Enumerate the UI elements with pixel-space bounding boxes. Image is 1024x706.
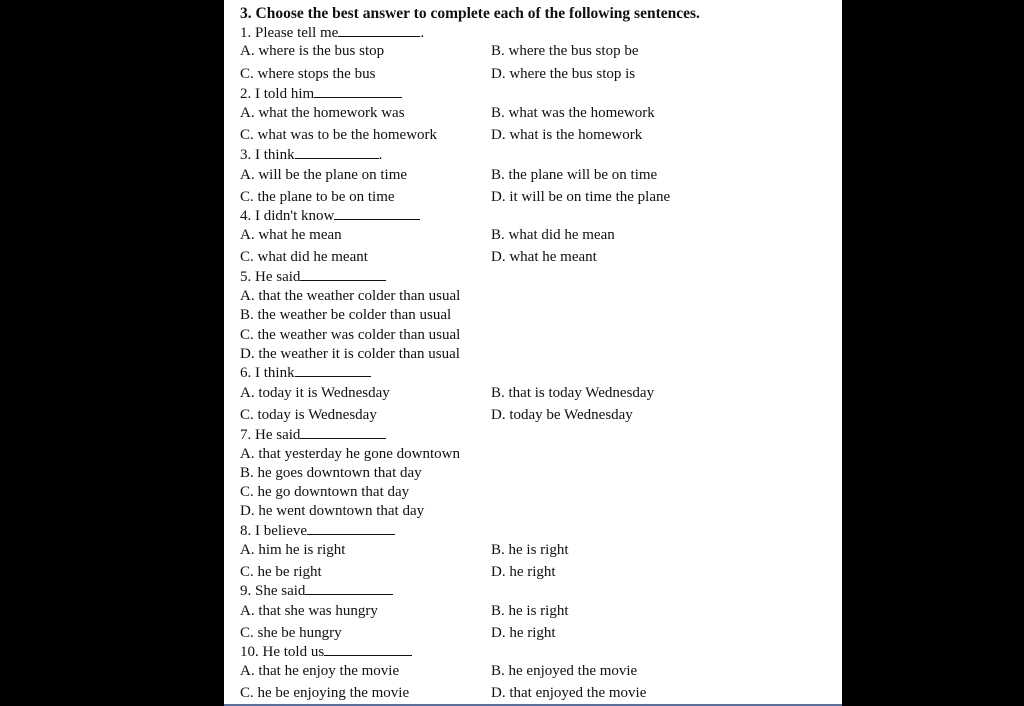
answer-blank xyxy=(300,268,386,281)
question-8-option-c: C. he be right xyxy=(240,564,322,580)
answer-blank xyxy=(300,426,386,439)
question-7-option-b: B. he goes downtown that day xyxy=(240,465,422,481)
question-2-text: 2. I told him xyxy=(240,86,315,102)
question-8-option-d: D. he right xyxy=(491,564,556,580)
answer-blank xyxy=(338,24,420,37)
question-6-stem xyxy=(240,364,371,382)
question-5-option-c: C. the weather was colder than usual xyxy=(240,327,461,343)
question-6-text: 6. I think xyxy=(240,365,295,381)
question-5-option-a: A. that the weather colder than usual xyxy=(240,288,461,304)
answer-blank xyxy=(295,364,371,377)
question-7-text: 7. He said xyxy=(240,427,301,443)
question-7-option-c: C. he go downtown that day xyxy=(240,484,410,500)
question-4-text: 4. I didn't know xyxy=(240,208,335,224)
question-5-option-d: D. the weather it is colder than usual xyxy=(240,346,460,362)
question-1-option-d: D. where the bus stop is xyxy=(491,66,636,82)
question-9-option-a: A. that she was hungry xyxy=(240,603,378,619)
question-2-stem xyxy=(240,85,402,103)
question-3-option-a: A. will be the plane on time xyxy=(240,167,408,183)
question-5-option-b: B. the weather be colder than usual xyxy=(240,307,452,323)
question-1-option-c: C. where stops the bus xyxy=(240,66,376,82)
question-10-stem xyxy=(240,643,412,661)
question-9-option-b: B. he is right xyxy=(491,603,569,619)
question-8-option-a: A. him he is right xyxy=(240,542,346,558)
question-1-stem xyxy=(240,24,424,42)
question-8-text: 8. I believe xyxy=(240,523,308,539)
question-2-option-b: B. what was the homework xyxy=(491,105,655,121)
question-4-stem xyxy=(240,207,420,225)
question-1-text: 1. Please tell me xyxy=(240,25,339,41)
question-2-option-d: D. what is the homework xyxy=(491,127,643,143)
question-10-option-c: C. he be enjoying the movie xyxy=(240,685,410,701)
question-4-option-b: B. what did he mean xyxy=(491,227,615,243)
question-7-option-d: D. he went downtown that day xyxy=(240,503,425,519)
question-4-option-c: C. what did he meant xyxy=(240,249,368,265)
question-7-option-a: A. that yesterday he gone downtown xyxy=(240,446,460,462)
answer-blank xyxy=(307,522,395,535)
question-6-option-d: D. today be Wednesday xyxy=(491,407,633,423)
question-6-option-b: B. that is today Wednesday xyxy=(491,385,655,401)
answer-blank xyxy=(314,85,402,98)
question-4-option-d: D. what he meant xyxy=(491,249,597,265)
question-5-stem xyxy=(240,268,386,286)
answer-blank xyxy=(334,207,420,220)
question-6-option-a: A. today it is Wednesday xyxy=(240,385,390,401)
question-2-option-c: C. what was to be the homework xyxy=(240,127,438,143)
answer-blank xyxy=(295,146,379,159)
question-10-option-a: A. that he enjoy the movie xyxy=(240,663,400,679)
question-10-text: 10. He told us xyxy=(240,644,325,660)
question-3-option-c: C. the plane to be on time xyxy=(240,189,395,205)
question-4-option-a: A. what he mean xyxy=(240,227,342,243)
question-1-option-a: A. where is the bus stop xyxy=(240,43,385,59)
question-1-option-b: B. where the bus stop be xyxy=(491,43,639,59)
question-3-stem xyxy=(240,146,382,164)
question-7-stem xyxy=(240,426,386,444)
question-9-option-c: C. she be hungry xyxy=(240,625,342,641)
answer-blank xyxy=(305,582,393,595)
question-10-option-b: B. he enjoyed the movie xyxy=(491,663,638,679)
question-3-option-d: D. it will be on time the plane xyxy=(491,189,671,205)
question-6-option-c: C. today is Wednesday xyxy=(240,407,377,423)
question-2-option-a: A. what the homework was xyxy=(240,105,405,121)
question-3-text: 3. I think xyxy=(240,147,295,163)
answer-blank xyxy=(324,643,412,656)
question-8-option-b: B. he is right xyxy=(491,542,569,558)
question-1-end: . xyxy=(420,25,425,41)
question-9-stem xyxy=(240,582,393,600)
exercise-heading: 3. Choose the best answer to complete each of the following sentences. xyxy=(240,5,700,22)
question-9-option-d: D. he right xyxy=(491,625,556,641)
question-3-end: . xyxy=(378,147,383,163)
question-5-text: 5. He said xyxy=(240,269,301,285)
worksheet-page xyxy=(224,0,842,706)
question-10-option-d: D. that enjoyed the movie xyxy=(491,685,647,701)
question-8-stem xyxy=(240,522,395,540)
question-3-option-b: B. the plane will be on time xyxy=(491,167,658,183)
question-9-text: 9. She said xyxy=(240,583,306,599)
